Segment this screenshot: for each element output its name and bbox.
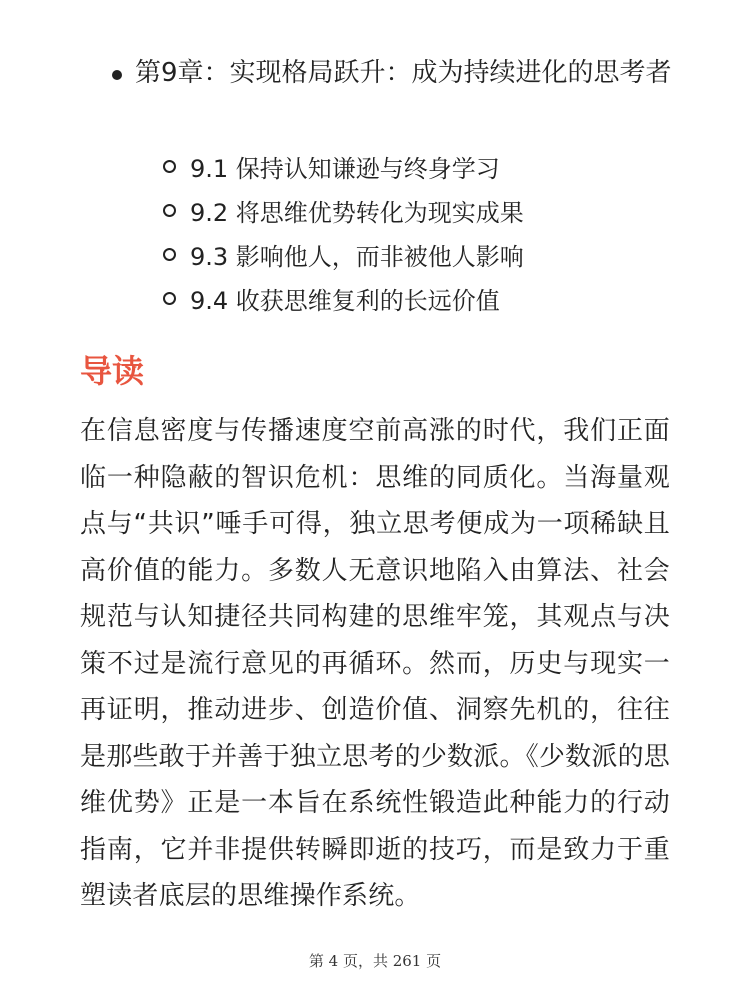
- intro-heading: 导读: [80, 352, 145, 390]
- section-item: [163, 144, 683, 188]
- bullet-circle-icon: [163, 160, 176, 173]
- chapter-list-item: [112, 54, 672, 92]
- bullet-circle-icon: [163, 292, 176, 305]
- bullet-disc-icon: [112, 70, 122, 80]
- intro-paragraph: 在信息密度与传播速度空前高涨的时代，我们正面临一种隐蔽的智识危机：思维的同质化。当海量观点与“共识”唾手可得，独立思考便成为一项稀缺且高价值的能力。多数人无意识地陷入由算法、社会规范与认知捷径共同构建的思维牢笼，其观点与决策不过是流行意见的再循环。然而，历史与现实一再证明，推动进步、创造价值、洞察先机的，往往是那些敢于并善于独立思考的少数派。《少数派的思维优势》正是一本旨在系统性锻造此种能力的行动指南，它并非提供转瞬即逝的技巧，而是致力于重塑读者底层的思维操作系统。: [80, 416, 670, 911]
- section-label: 9.3 影响他人，而非被他人影响: [190, 242, 524, 271]
- section-label: 9.4 收获思维复利的长远价值: [190, 286, 500, 315]
- section-label: 9.2 将思维优势转化为现实成果: [190, 198, 524, 227]
- section-item: [163, 232, 683, 276]
- section-item: [163, 276, 683, 320]
- section-item: [163, 188, 683, 232]
- section-list: [163, 144, 683, 320]
- bullet-circle-icon: [163, 248, 176, 261]
- section-label: 9.1 保持认知谦逊与终身学习: [190, 154, 500, 183]
- page-number: 第 4 页，共 261 页: [308, 952, 442, 970]
- chapter-title: 第9章：实现格局跃升：成为持续进化的思考者: [135, 58, 672, 88]
- bullet-circle-icon: [163, 204, 176, 217]
